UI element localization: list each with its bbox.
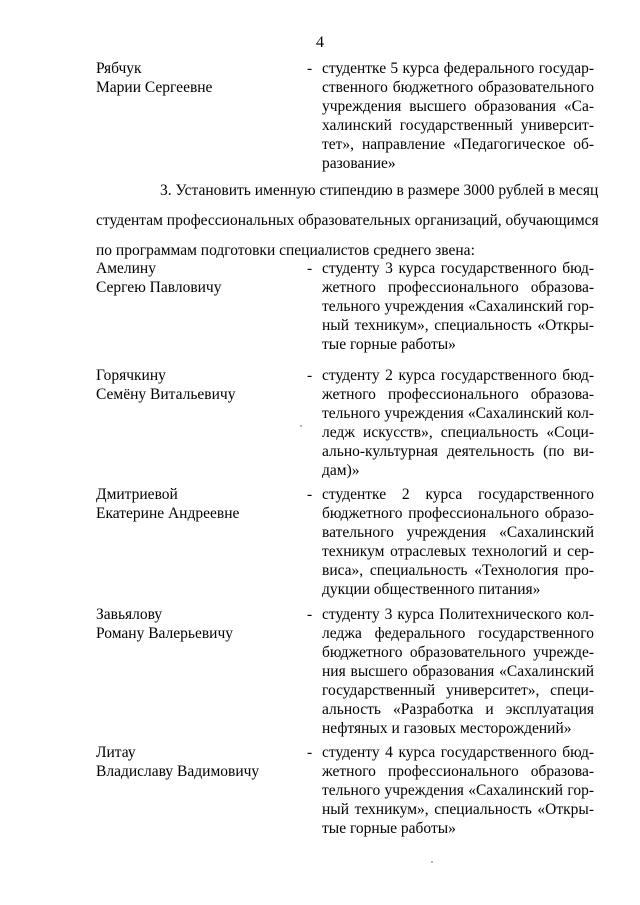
description-line: тельного учреждения «Сахалинский гор-: [322, 782, 594, 799]
clause-line: студентам профессиональных образовательных организаций, обучающимся: [96, 212, 599, 229]
list-dash: -: [307, 486, 313, 503]
recipient-name: [96, 59, 286, 97]
recipient-name-line: Сергею Павловичу: [96, 279, 222, 296]
description-line: учреждения высшего образования «Са-: [322, 98, 594, 115]
description-line: тые горные работы»: [322, 820, 456, 837]
description-line: техникум отраслевых технологий и сер-: [322, 543, 594, 560]
description-line: ный техникум», специальность «Откры-: [322, 317, 594, 334]
recipient-description: [322, 366, 594, 480]
description-line: ния высшего образования «Сахалинский: [322, 663, 594, 680]
clause-line: по программам подготовки специалистов среднего звена:: [96, 242, 475, 259]
description-line: жетного профессионального образова-: [322, 763, 594, 780]
recipient-name-line: Горячкину: [96, 367, 166, 384]
recipient-description: [322, 743, 594, 838]
list-dash: -: [307, 606, 313, 623]
description-line: студенту 3 курса государственного бюд-: [322, 260, 594, 277]
recipient-description: [322, 605, 594, 738]
description-line: тельного учреждения «Сахалинский гор-: [322, 298, 594, 315]
page-number: 4: [316, 34, 324, 51]
description-line: халинский государственный университ-: [322, 117, 594, 134]
list-dash: -: [307, 744, 313, 761]
description-line: студенту 4 курса государственного бюд-: [322, 744, 594, 761]
recipient-description: [322, 259, 594, 354]
recipient-name: [96, 743, 286, 781]
description-line: тет», направление «Педагогическое об-: [322, 136, 594, 153]
recipient-name-line: Екатерине Андреевне: [96, 505, 240, 522]
clause-line: 3. Установить именную стипендию в размере 3000 рублей в месяц: [160, 182, 599, 199]
recipient-name-line: Роману Валерьевичу: [96, 625, 234, 642]
recipient-name: [96, 605, 286, 643]
list-dash: -: [307, 60, 313, 77]
scan-speck: [431, 861, 433, 863]
recipient-name: [96, 485, 286, 523]
description-line: ально-культурная деятельность (по ви-: [322, 443, 594, 460]
description-line: альность «Разработка и эксплуатация: [322, 701, 594, 718]
list-dash: -: [307, 260, 313, 277]
recipient-name-line: Марии Сергеевне: [96, 79, 213, 96]
description-line: студенту 2 курса государственного бюд-: [322, 367, 594, 384]
recipient-name-line: Владиславу Вадимовичу: [96, 763, 260, 780]
description-line: ледж искусств», специальность «Соци-: [322, 424, 594, 441]
recipient-name-line: Амелину: [96, 260, 156, 277]
description-line: леджа федерального государственного: [322, 625, 594, 642]
recipient-name: [96, 366, 286, 404]
description-line: студентке 2 курса государственного: [322, 486, 594, 503]
description-line: тельного учреждения «Сахалинский кол-: [322, 405, 594, 422]
recipient-name-line: Дмитриевой: [96, 486, 178, 503]
description-line: студентке 5 курса федерального государ-: [322, 60, 594, 77]
recipient-description: [322, 485, 594, 599]
description-line: студенту 3 курса Политехнического кол-: [322, 606, 594, 623]
description-line: ный техникум», специальность «Откры-: [322, 801, 594, 818]
description-line: государственный университет», специ-: [322, 682, 594, 699]
recipient-name-line: Рябчук: [96, 60, 142, 77]
description-line: дукции общественного питания»: [322, 581, 541, 598]
description-line: тые горные работы»: [322, 336, 456, 353]
description-line: дам)»: [322, 462, 360, 479]
description-line: виса», специальность «Технология про-: [322, 562, 594, 579]
scan-speck: [300, 425, 302, 427]
description-line: жетного профессионального образова-: [322, 279, 594, 296]
list-dash: -: [307, 367, 313, 384]
recipient-name: [96, 259, 286, 297]
description-line: разование»: [322, 155, 396, 172]
description-line: бюджетного образовательного учрежде-: [322, 644, 594, 661]
description-line: жетного профессионального образова-: [322, 386, 594, 403]
recipient-name-line: Семёну Витальевичу: [96, 386, 236, 403]
description-line: нефтяных и газовых месторождений»: [322, 720, 572, 737]
recipient-description: [322, 59, 594, 173]
recipient-name-line: Литау: [96, 744, 136, 761]
recipient-name-line: Завьялову: [96, 606, 163, 623]
description-line: ственного бюджетного образовательного: [322, 79, 594, 96]
description-line: вательного учреждения «Сахалинский: [322, 524, 594, 541]
clause-paragraph: [96, 176, 599, 266]
description-line: бюджетного профессионального образо-: [322, 505, 594, 522]
